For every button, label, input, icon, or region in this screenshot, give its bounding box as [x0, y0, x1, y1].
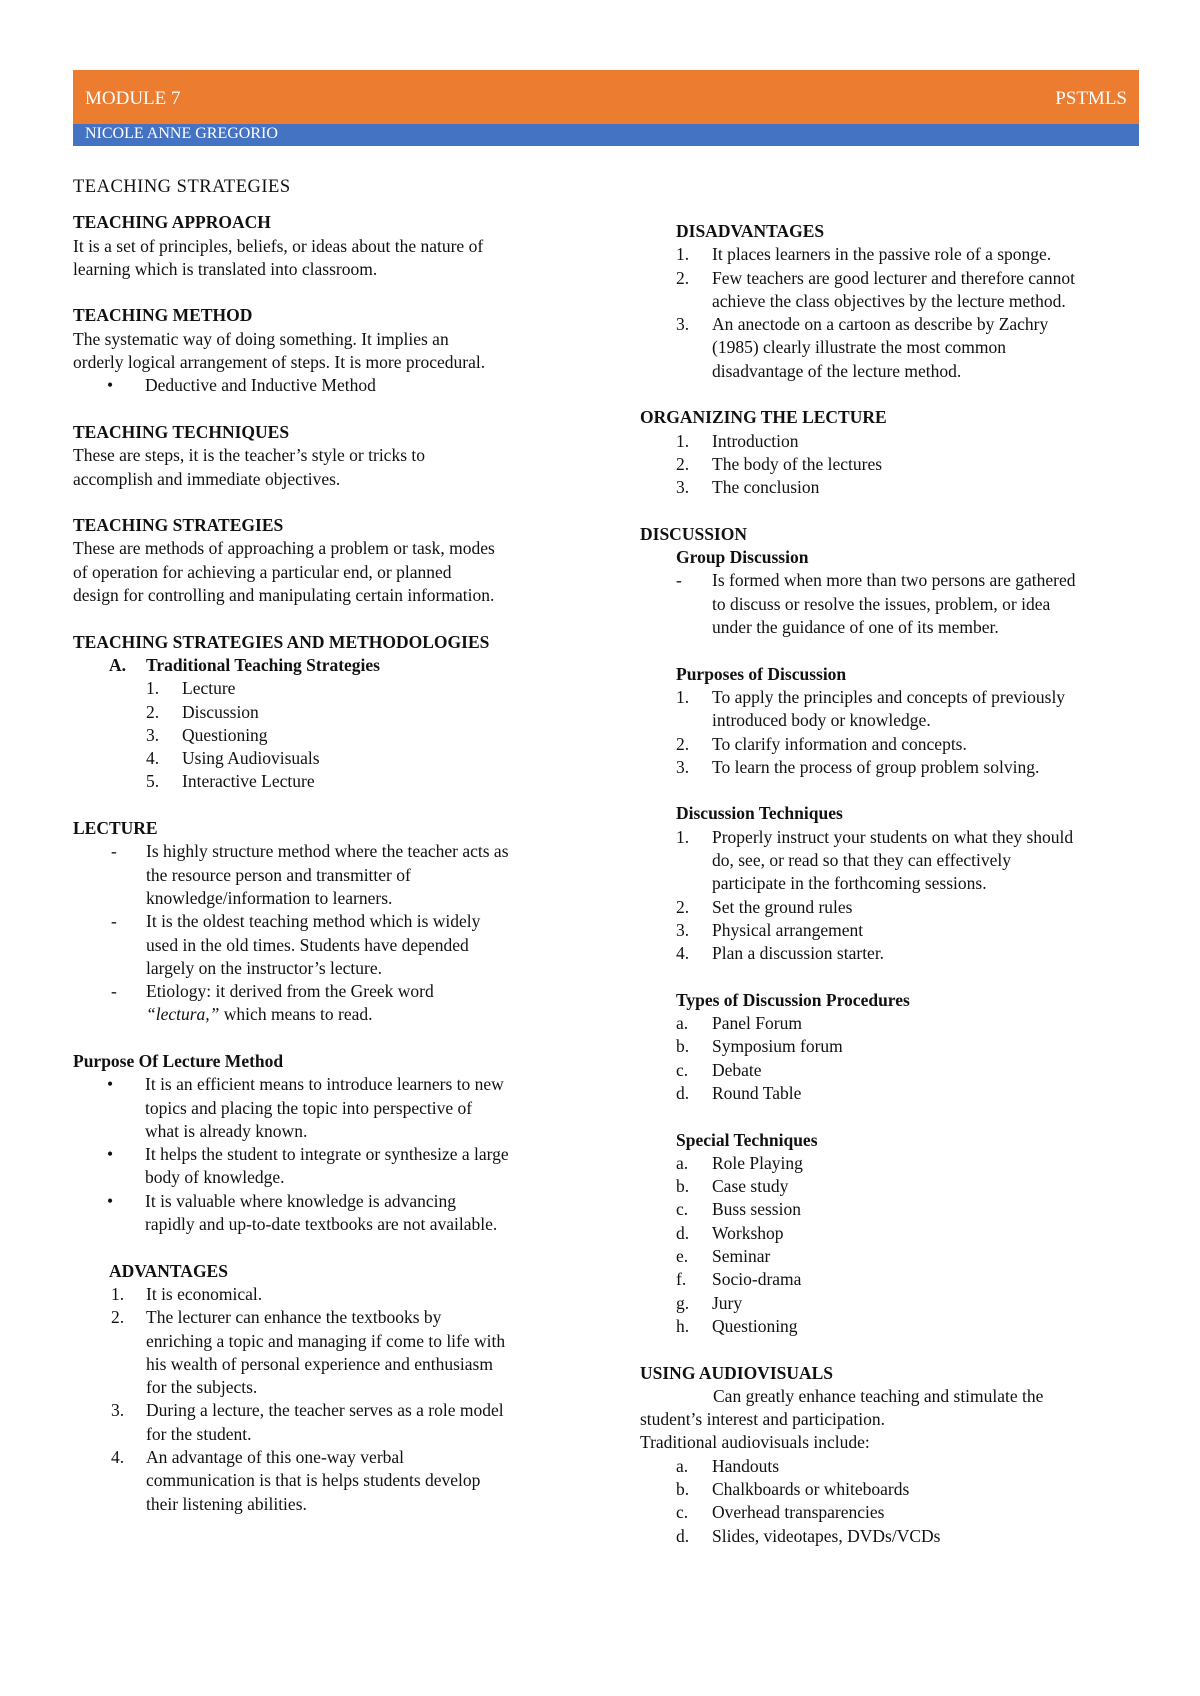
list-item: • It is valuable where knowledge is advancing rapidly and up-to-date textbooks are not available.	[107, 1190, 498, 1235]
list-item: 2. Discussion	[146, 701, 259, 722]
list-item: 3. The conclusion	[676, 477, 820, 498]
module-header-bar	[73, 70, 1139, 124]
list-item: - Is formed when more than two persons are gathered to discuss or resolve the issues, problem, or idea under the guidance of one of its member.	[676, 570, 1076, 638]
list-item: 2. The lecturer can enhance the textbooks by enriching a topic and managing if come to life with his wealth of personal experience and enthusiasm for the subjects.	[111, 1307, 506, 1398]
list-item: 3. During a lecture, the teacher serves as a role model for the student.	[111, 1400, 504, 1444]
list-item: a. Role Playing	[676, 1152, 803, 1173]
left-column	[73, 176, 593, 1516]
list-item: • It is an efficient means to introduce learners to new topics and placing the topic into perspective of what is already known.	[107, 1074, 504, 1141]
paragraph-line: of operation for achieving a particular end, or planned	[73, 561, 452, 582]
list-item: 2. The body of the lectures	[676, 453, 883, 474]
right-column	[640, 220, 1140, 1548]
list-item: 1. Introduction	[676, 430, 799, 451]
section-heading: ADVANTAGES	[109, 1260, 228, 1281]
list-item: 3. To learn the process of group problem solving.	[676, 756, 1040, 777]
bullet-dot-icon: •	[107, 1190, 114, 1211]
section-heading: DISADVANTAGES	[676, 221, 825, 241]
bullet-dot-icon: •	[107, 375, 114, 396]
list-item: 1. It is economical.	[111, 1283, 263, 1304]
list-item: 2. Few teachers are good lecturer and therefore cannot achieve the class objectives by the lecture method.	[676, 267, 1075, 311]
list-item: 1. To apply the principles and concepts of previously introduced body or knowledge.	[676, 686, 1066, 731]
section-heading: TEACHING METHOD	[73, 305, 253, 326]
list-item: - Is highly structure method where the teacher acts as the resource person and transmitter of knowledge/information to learners.	[111, 841, 509, 908]
section-heading: TEACHING APPROACH	[73, 212, 271, 233]
list-item: 1. Lecture	[146, 678, 236, 699]
list-item: d. Workshop	[676, 1222, 784, 1243]
sub-heading: Special Techniques	[676, 1129, 818, 1150]
list-item: 3. Physical arrangement	[676, 919, 864, 940]
list-item: b. Symposium forum	[676, 1036, 843, 1057]
list-item: h. Questioning	[676, 1315, 798, 1336]
list-item: c. Buss session	[676, 1199, 801, 1220]
list-item: 2. Set the ground rules	[676, 896, 853, 917]
page-title: TEACHING STRATEGIES	[73, 177, 291, 197]
section-heading: TEACHING STRATEGIES	[73, 515, 284, 536]
list-item: 3. An anectode on a cartoon as describe by Zachry (1985) clearly illustrate the most common disadvantage of the lecture method.	[676, 314, 1049, 381]
sub-heading: Group Discussion	[676, 547, 809, 568]
module-label: MODULE 7	[85, 88, 181, 109]
sub-heading: A. Traditional Teaching Strategies	[109, 654, 380, 675]
list-item: f. Socio-drama	[676, 1269, 802, 1290]
bullet-dot-icon: •	[107, 1074, 114, 1095]
list-item: b. Chalkboards or whiteboards	[676, 1479, 910, 1500]
list-item: 1. It places learners in the passive role of a sponge.	[676, 244, 1052, 265]
list-item: - Etiology: it derived from the Greek word “lectura,” which means to read.	[111, 981, 434, 1025]
author-bar	[73, 124, 1139, 146]
section-heading: TEACHING TECHNIQUES	[73, 421, 290, 442]
list-item: a. Handouts	[676, 1455, 780, 1476]
list-item: a. Panel Forum	[676, 1013, 802, 1034]
sub-heading: Purposes of Discussion	[676, 663, 847, 684]
section-heading: USING AUDIOVISUALS	[640, 1362, 834, 1383]
paragraph-line: These are steps, it is the teacher’s style or tricks to	[73, 445, 425, 466]
sub-heading: Types of Discussion Procedures	[676, 989, 910, 1010]
section-heading: LECTURE	[73, 818, 158, 839]
list-item: 4. Using Audiovisuals	[146, 748, 320, 769]
section-heading: TEACHING STRATEGIES AND METHODOLOGIES	[73, 631, 490, 652]
paragraph-line: design for controlling and manipulating certain information.	[73, 585, 495, 606]
list-item: c. Overhead transparencies	[676, 1502, 885, 1523]
list-item: • Deductive and Inductive Method	[73, 374, 593, 397]
section-heading: Purpose Of Lecture Method	[73, 1050, 284, 1071]
list-item: 2. To clarify information and concepts.	[676, 733, 967, 754]
list-item: b. Case study	[676, 1176, 789, 1197]
paragraph-line: accomplish and immediate objectives.	[73, 468, 341, 489]
list-item: • It helps the student to integrate or synthesize a large body of knowledge.	[107, 1144, 509, 1188]
list-item: 1. Properly instruct your students on what they should do, see, or read so that they can effectively participate in the forthcoming sessions.	[676, 826, 1074, 894]
list-item: d. Slides, videotapes, DVDs/VCDs	[676, 1525, 941, 1546]
list-item: 4. Plan a discussion starter.	[676, 943, 885, 964]
list-item: e. Seminar	[676, 1246, 771, 1267]
paragraph-line: The systematic way of doing something. It implies an	[73, 328, 449, 349]
list-item: - It is the oldest teaching method which is widely used in the old times. Students have depended largely on the instructor’s lecture.	[111, 911, 481, 978]
bullet-dot-icon: •	[107, 1144, 114, 1165]
section-heading: DISCUSSION	[640, 523, 747, 544]
paragraph-line: These are methods of approaching a problem or task, modes	[73, 538, 495, 559]
list-item: 3. Questioning	[146, 724, 268, 745]
paragraph-line: Traditional audiovisuals include:	[640, 1432, 870, 1453]
list-item: c. Debate	[676, 1059, 762, 1080]
paragraph-line: It is a set of principles, beliefs, or ideas about the nature of	[73, 235, 484, 256]
course-code: PSTMLS	[1055, 88, 1127, 109]
paragraph-line: student’s interest and participation.	[640, 1409, 885, 1430]
author-name: NICOLE ANNE GREGORIO	[85, 125, 278, 142]
list-item: g. Jury	[676, 1292, 743, 1313]
sub-heading: Discussion Techniques	[676, 803, 843, 824]
paragraph-line: orderly logical arrangement of steps. It is more procedural.	[73, 352, 486, 373]
paragraph-line: Can greatly enhance teaching and stimulate the	[713, 1385, 1044, 1406]
section-heading: ORGANIZING THE LECTURE	[640, 407, 887, 428]
list-item: d. Round Table	[676, 1082, 802, 1103]
list-item: 5. Interactive Lecture	[146, 771, 315, 792]
list-item: 4. An advantage of this one-way verbal communication is that is helps students develop their listening abilities.	[111, 1447, 481, 1514]
paragraph-line: learning which is translated into classroom.	[73, 258, 378, 279]
